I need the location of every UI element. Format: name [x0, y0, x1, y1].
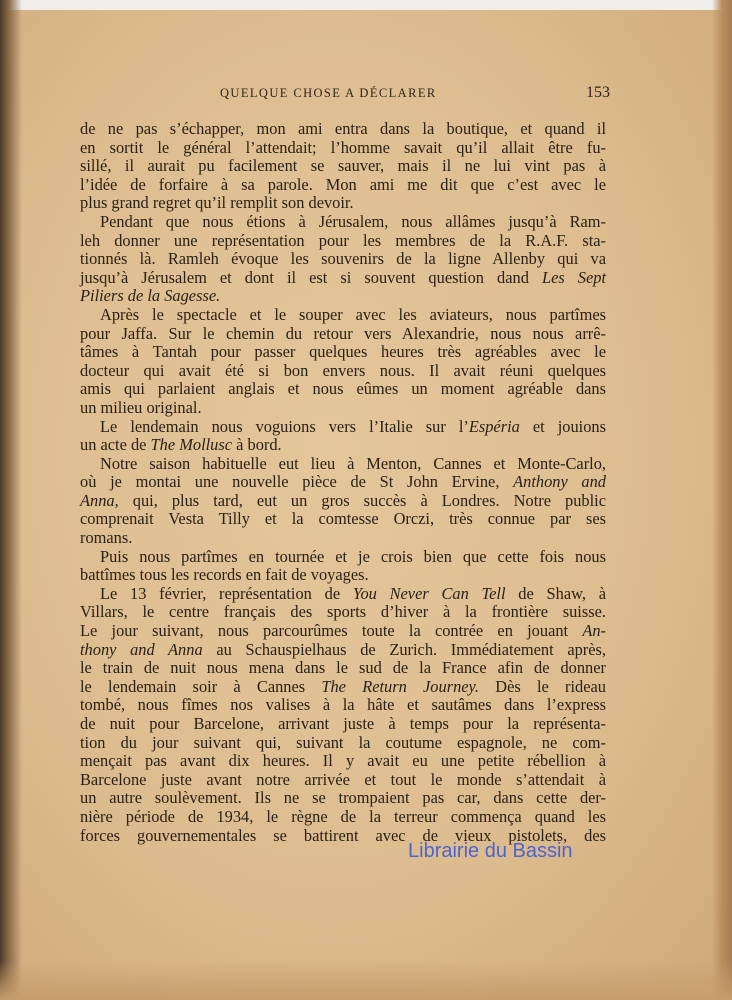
text-line: Le lendemain nous voguions vers l’Italie sur l’Espéria et jouions	[100, 416, 606, 436]
page-edge-right	[712, 0, 732, 1000]
page-header	[80, 84, 610, 108]
spine-shadow	[0, 0, 22, 1000]
page-number: 153	[586, 84, 610, 101]
text-line: l’idée de forfaire à sa parole. Mon ami me dit que c’est avec le	[80, 174, 606, 194]
text-line: Pendant que nous étions à Jérusalem, nous allâmes jusqu’à Ram-	[100, 211, 606, 231]
text-line: en sortit le général l’attendait; l’homme savait qu’il allait être fu-	[80, 137, 606, 157]
text-line: mençait pas avant dix heures. Il y avait eu une petite rébellion à	[80, 751, 606, 771]
text-line: leh donner une représentation pour les membres de la R.A.F. sta-	[80, 230, 606, 250]
watermark: Librairie du Bassin	[408, 840, 573, 862]
text-line: un acte de The Mollusc à bord.	[80, 435, 282, 455]
text-line: tombé, nous fîmes nos valises à la hâte et sautâmes dans l’express	[80, 695, 606, 715]
text-line: le train de nuit nous mena dans le sud de la France afin de donner	[80, 658, 606, 678]
text-line: pour Jaffa. Sur le chemin du retour vers Alexandrie, nous nous arrê-	[80, 323, 606, 343]
text-line: Anna, qui, plus tard, eut un gros succès à Londres. Notre public	[80, 490, 606, 510]
text-line: comprenait Vesta Tilly et la comtesse Orczi, très connue par ses	[80, 509, 606, 529]
text-line: amis qui parlaient anglais et nous eûmes un moment agréable dans	[80, 379, 606, 399]
body-text	[80, 120, 606, 845]
text-line: nière période de 1934, le règne de la terreur commença quand les	[80, 806, 606, 826]
text-line: Barcelone juste avant notre arrivée et tout le monde s’attendait à	[80, 769, 606, 789]
scan-background-strip	[0, 0, 732, 10]
page-edge-bottom	[0, 960, 732, 1000]
text-line: Villars, le centre français des sports d’hiver à la frontière suisse.	[80, 602, 606, 622]
text-line: Piliers de la Sagesse.	[80, 286, 221, 306]
text-line: de nuit pour Barcelone, arrivant juste à temps pour la représenta-	[80, 714, 606, 733]
text-line: Après le spectacle et le souper avec les aviateurs, nous partîmes	[100, 304, 606, 324]
text-line: tâmes à Tantah pour passer quelques heures très agréables avec le	[80, 342, 606, 362]
text-line: un milieu original.	[80, 397, 202, 417]
text-line: Le jour suivant, nous parcourûmes toute la contrée en jouant An-	[80, 621, 606, 641]
text-line: thony and Anna au Schauspielhaus de Zurich. Immédiatement après,	[80, 639, 606, 659]
text-line: jusqu’à Jérusalem et dont il est si souvent question dand Les Sept	[80, 267, 606, 287]
text-line: Puis nous partîmes en tournée et je crois bien que cette fois nous	[100, 546, 606, 566]
text-line: où je montai une nouvelle pièce de St John Ervine, Anthony and	[80, 472, 606, 492]
text-line: tion du jour suivant qui, suivant la coutume espagnole, ne com-	[80, 732, 606, 752]
text-line: forces gouvernementales se battirent avec de vieux pistolets, des	[80, 825, 606, 845]
text-line: un autre soulèvement. Ils ne se trompaient pas car, dans cette der-	[80, 788, 606, 808]
text-line: romans.	[80, 528, 133, 548]
text-line: Le 13 février, représentation de You Never Can Tell de Shaw, à	[100, 583, 606, 603]
text-line: plus grand regret qu’il remplit son devoir.	[80, 193, 354, 213]
text-line: de ne pas s’échapper, mon ami entra dans la boutique, et quand il	[80, 119, 606, 138]
text-line: tionnés là. Ramleh évoque les souvenirs de la ligne Allenby qui va	[80, 249, 606, 269]
text-line: Notre saison habituelle eut lieu à Menton, Cannes et Monte-Carlo,	[100, 453, 606, 473]
running-title: QUELQUE CHOSE A DÉCLARER	[220, 86, 437, 100]
text-line: le lendemain soir à Cannes The Return Journey. Dès le rideau	[80, 676, 606, 696]
text-line: docteur qui avait été si bon envers nous. Il avait réuni quelques	[80, 360, 606, 380]
text-line: sillé, il aurait pu facilement se sauver, mais il ne lui vint pas à	[80, 156, 606, 176]
text-line: battîmes tous les records en fait de voyages.	[80, 565, 369, 585]
